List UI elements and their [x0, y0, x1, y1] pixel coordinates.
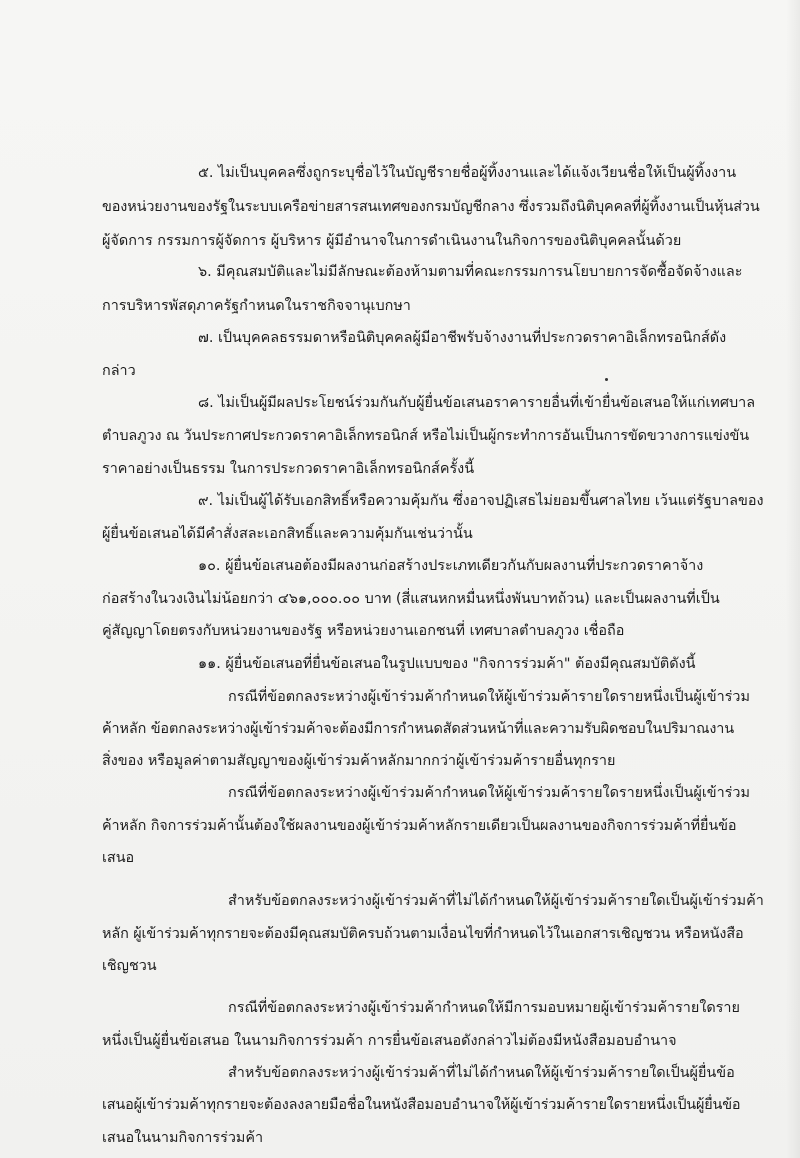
text-line: ๘. ไม่เป็นผู้มีผลประโยชน์ร่วมกันกับผู้ยื่นข้อเสนอราคารายอื่นที่เข้ายื่นข้อเสนอให้แก่เทศบาล	[198, 395, 756, 411]
text-line: เสนอผู้เข้าร่วมค้าทุกรายจะต้องลงลายมือชื่อในหนังสือมอบอำนาจให้ผู้เข้าร่วมค้ารายใดรายหนึ่งเป็นผู้ยื่นข้อ	[102, 1097, 741, 1113]
text-line: ๗. เป็นบุคคลธรรมดาหรือนิติบุคคลผู้มีอาชีพรับจ้างงานที่ประกวดราคาอิเล็กทรอนิกส์ดัง	[198, 330, 727, 346]
text-line: คู่สัญญาโดยตรงกับหน่วยงานของรัฐ หรือหน่วยงานเอกชนที่ เทศบาลตำบลภูวง เชื่อถือ	[102, 623, 625, 639]
text-line: กรณีที่ข้อตกลงระหว่างผู้เข้าร่วมค้ากำหนดให้มีการมอบหมายผู้เข้าร่วมค้ารายใดราย	[228, 1000, 740, 1016]
text-line: ๑๐. ผู้ยื่นข้อเสนอต้องมีผลงานก่อสร้างประเภทเดียวกันกับผลงานที่ประกวดราคาจ้าง	[198, 558, 704, 574]
text-line: ผู้จัดการ กรรมการผู้จัดการ ผู้บริหาร ผู้มีอำนาจในการดำเนินงานในกิจการของนิติบุคคลนั้นด้วย	[102, 233, 682, 249]
text-line: ๖. มีคุณสมบัติและไม่มีลักษณะต้องห้ามตามที่คณะกรรมการนโยบายการจัดซื้อจัดจ้างและ	[198, 264, 743, 280]
scan-speck	[605, 378, 608, 381]
text-line: ก่อสร้างในวงเงินไม่น้อยกว่า ๔๖๑,๐๐๐.๐๐ บาท (สี่แสนหกหมื่นหนึ่งพันบาทถ้วน) และเป็นผลงานที่เป็น	[102, 591, 720, 607]
text-line: สำหรับข้อตกลงระหว่างผู้เข้าร่วมค้าที่ไม่ได้กำหนดให้ผู้เข้าร่วมค้ารายใดเป็นผู้ยื่นข้อ	[228, 1065, 735, 1081]
text-line: ตำบลภูวง ณ วันประกาศประกวดราคาอิเล็กทรอนิกส์ หรือไม่เป็นผู้กระทำการอันเป็นการขัดขวางการแข่งขัน	[102, 428, 750, 444]
text-line: ราคาอย่างเป็นธรรม ในการประกวดราคาอิเล็กทรอนิกส์ครั้งนี้	[102, 461, 475, 477]
text-line: ของหน่วยงานของรัฐในระบบเครือข่ายสารสนเทศของกรมบัญชีกลาง ซึ่งรวมถึงนิติบุคคลที่ผู้ทิ้งงานเป็นหุ้นส่วน	[102, 199, 760, 215]
text-line: สิ่งของ หรือมูลค่าตามสัญญาของผู้เข้าร่วมค้าหลักมากกว่าผู้เข้าร่วมค้ารายอื่นทุกราย	[102, 753, 616, 769]
text-line: เชิญชวน	[102, 958, 157, 974]
text-line: หลัก ผู้เข้าร่วมค้าทุกรายจะต้องมีคุณสมบัติครบถ้วนตามเงื่อนไขที่กำหนดไว้ในเอกสารเชิญชวน หรือหนังสือ	[102, 926, 744, 942]
text-line: กรณีที่ข้อตกลงระหว่างผู้เข้าร่วมค้ากำหนดให้ผู้เข้าร่วมค้ารายใดรายหนึ่งเป็นผู้เข้าร่วม	[228, 785, 750, 801]
text-line: เสนอ	[102, 850, 135, 866]
text-line: ค้าหลัก กิจการร่วมค้านั้นต้องใช้ผลงานของผู้เข้าร่วมค้าหลักรายเดียวเป็นผลงานของกิจการร่วมค้าที่ยื่นข้อ	[102, 818, 737, 834]
text-line: ๑๑. ผู้ยื่นข้อเสนอที่ยื่นข้อเสนอในรูปแบบของ "กิจการร่วมค้า" ต้องมีคุณสมบัติดังนี้	[198, 656, 696, 672]
text-line: ผู้ยื่นข้อเสนอได้มีคำสั่งสละเอกสิทธิ์และความคุ้มกันเช่นว่านั้น	[102, 526, 473, 542]
text-line: เสนอในนามกิจการร่วมค้า	[102, 1130, 264, 1146]
text-line: กรณีที่ข้อตกลงระหว่างผู้เข้าร่วมค้ากำหนดให้ผู้เข้าร่วมค้ารายใดรายหนึ่งเป็นผู้เข้าร่วม	[228, 689, 750, 705]
text-line: ค้าหลัก ข้อตกลงระหว่างผู้เข้าร่วมค้าจะต้องมีการกำหนดสัดส่วนหน้าที่และความรับผิดชอบในปริมาณงาน	[102, 721, 735, 737]
paper-edge-shadow	[786, 0, 800, 1158]
text-line: การบริหารพัสดุภาครัฐกำหนดในราชกิจจานุเบกษา	[102, 298, 411, 314]
text-line: ๕. ไม่เป็นบุคคลซึ่งถูกระบุชื่อไว้ในบัญชีรายชื่อผู้ทิ้งงานและได้แจ้งเวียนชื่อให้เป็นผู้ทิ้งงาน	[198, 165, 737, 181]
text-line: ๙. ไม่เป็นผู้ได้รับเอกสิทธิ์หรือความคุ้มกัน ซึ่งอาจปฏิเสธไม่ยอมขึ้นศาลไทย เว้นแต่รัฐบาลของ	[198, 493, 764, 509]
text-line: หนึ่งเป็นผู้ยื่นข้อเสนอ ในนามกิจการร่วมค้า การยื่นข้อเสนอดังกล่าวไม่ต้องมีหนังสือมอบอำนาจ	[102, 1033, 677, 1049]
text-line: สำหรับข้อตกลงระหว่างผู้เข้าร่วมค้าที่ไม่ได้กำหนดให้ผู้เข้าร่วมค้ารายใดเป็นผู้เข้าร่วมค้า	[228, 893, 764, 909]
text-line: กล่าว	[102, 363, 136, 379]
